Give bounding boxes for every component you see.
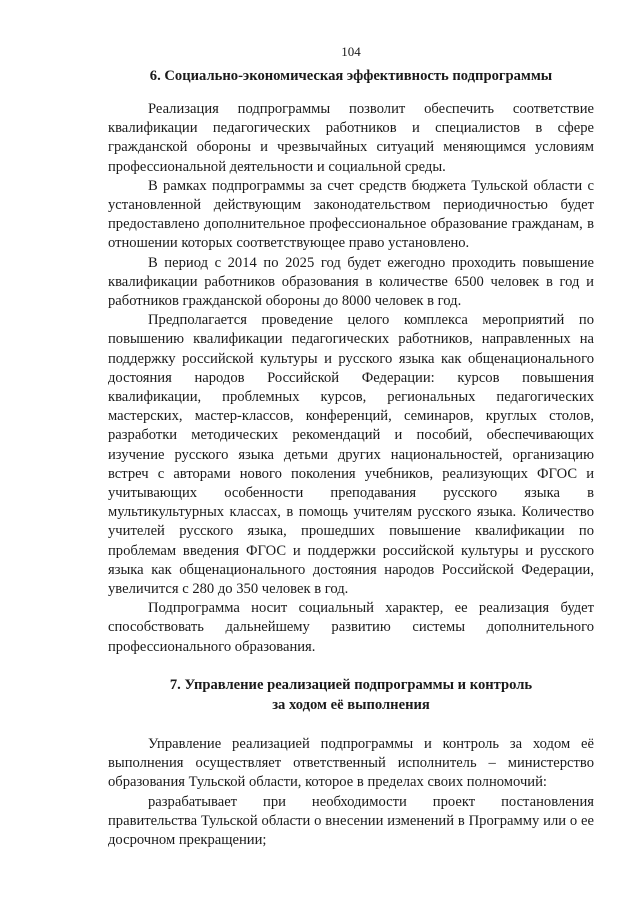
section-7-heading-line-1: 7. Управление реализацией подпрограммы и контроль — [169, 676, 533, 693]
page-number: 104 — [341, 44, 361, 59]
section-6-paragraph-2: В рамках подпрограммы за счет средств бюджета Тульской области с установленной действующим законодательством периодичностью будет предоставлено дополнительное профессиональное образование гражданам, в отношении которых соответствующее право установлено. — [108, 177, 594, 252]
section-7-heading-line-2: за ходом её выполнения — [272, 696, 430, 713]
section-6-paragraph-3: В период с 2014 по 2025 год будет ежегодно проходить повышение квалификации работников образования в количестве 6500 человек в год и работников гражданской обороны до 8000 человек в год. — [108, 254, 594, 310]
section-7-heading — [108, 675, 594, 715]
section-6-paragraph-1: Реализация подпрограммы позволит обеспечить соответствие квалификации педагогических работников и специалистов в сфере гражданской обороны и чрезвычайных ситуаций меняющимся условиям профессиональной деятельности и социальной среды. — [108, 101, 594, 175]
section-7-paragraph-2: разрабатывает при необходимости проект постановления правительства Тульской области о внесении изменений в Программу или о ее досрочном прекращении; — [108, 793, 594, 848]
section-6-heading: 6. Социально-экономическая эффективность подпрограммы — [149, 68, 553, 84]
section-6-paragraph-5: Подпрограмма носит социальный характер, ее реализация будет способствовать дальнейшему развитию системы дополнительного профессионального образования. — [108, 600, 594, 655]
section-7-paragraph-1: Управление реализацией подпрограммы и контроль за ходом её выполнения осуществляет ответственный исполнитель – министерство образования Тульской области, которое в пределах своих полномочий: — [108, 735, 594, 791]
section-6-paragraph-4: Предполагается проведение целого комплекса мероприятий по повышению квалификации педагогических работников, направленных на поддержку российской культуры и русского языка как общенационального достояния народов Российской Федерации: курсов повышения квалификации, проблемных курсов, региональных педагогических мастерских, мастер-классов, конференций, семинаров, круглых столов, разработки методических рекомендаций и пособий, обеспечивающих изучение русского языка детьми других национальностей, организацию встреч с авторами нового поколения учебников, реализующих ФГОС и учитывающих особенности преподавания русского языка в мультикультурных классах, в помощь учителям русского языка. Количество учителей русского языка, прошедших повышение квалификации по проблемам введения ФГОС и поддержки российской культуры и русского языка как общенационального достояния народов Российской Федерации, увеличится с 280 до 350 человек в год. — [108, 312, 594, 598]
